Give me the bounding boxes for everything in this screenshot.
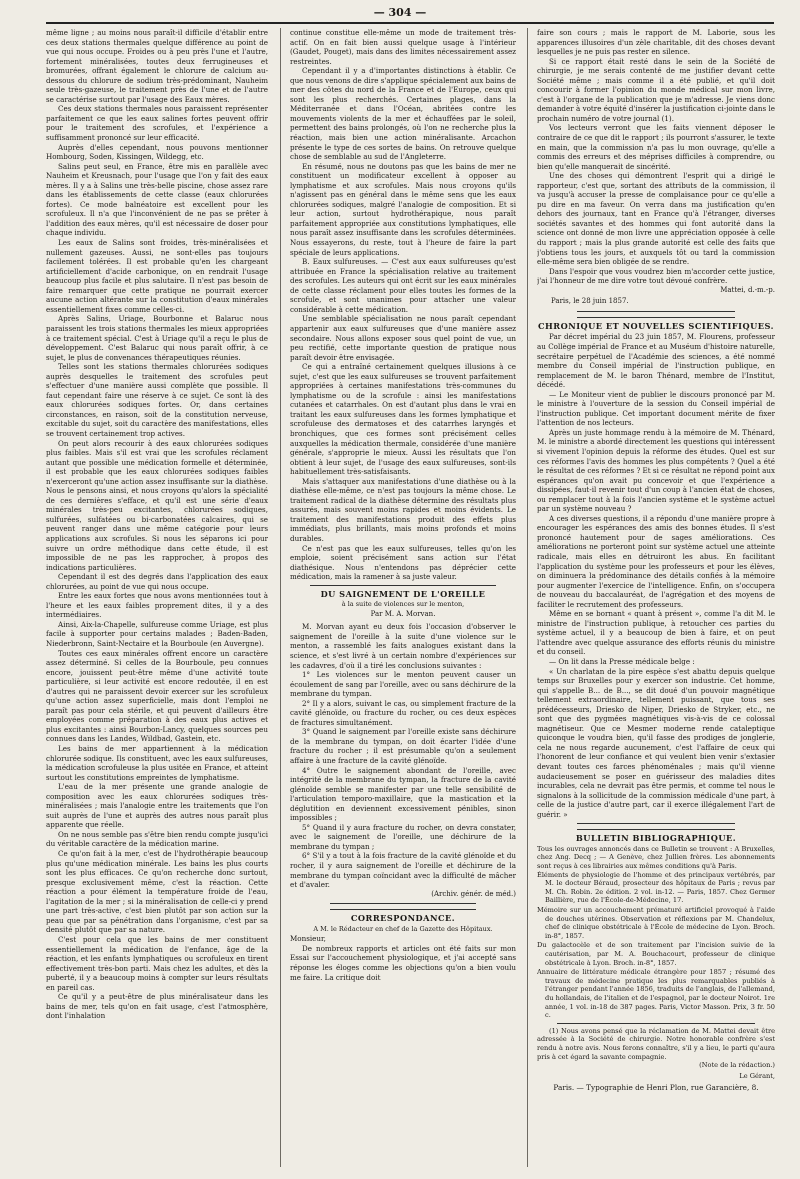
- column-3: [537, 28, 775, 1168]
- page-number: — 304 —: [373, 6, 427, 19]
- paragraph: 2° Il y a alors, suivant le cas, ou simplement fracture de la cavité glénoïde, ou fracture du rocher, ou ces deux espèces de fractures simultanément.: [290, 698, 516, 727]
- paragraph: Même en se bornant « quant à présent », comme l'a dit M. le ministre de l'instruction publique, à retoucher ces parties du système actuel, il y a beaucoup de bien à faire, et on peut l'attendre avec quelque assurance des efforts réunis du ministre et du conseil.: [537, 609, 775, 657]
- bibliography-title: BULLETIN BIBLIOGRAPHIQUE.: [575, 833, 737, 844]
- paragraph: Ce qu'on fait à la mer, c'est de l'hydrothérapie beaucoup plus qu'une médication minérale. Les bains les plus courts sont les plus efficaces. Ce qu'on recherche donc surtout, presque exclusivement même, c'est la réaction. Cette réaction a pour élément la température froide de l'eau, l'agitation de la mer ; si la minéralisation de celle-ci y prend une part très-active, c'est bien plutôt par son action sur la peau que par sa pénétration dans l'organisme, c'est par sa densité plutôt que par sa nature.: [46, 849, 268, 935]
- paragraph: Une des choses qui démontrent l'esprit qui a dirigé le rapporteur, c'est que, sortant des attributs de la commission, il va jusqu'à accuser la presse de complaisance pour ce qu'elle a pu dire en ma faveur. On verra dans ma justification qu'en dehors des journaux, tant en France qu'à l'étranger, diverses sociétés savantes et des hommes qui font autorité dans la science ont donné de mon livre une appréciation opposée à celle du rapport ; mais la plus grande autorité est celle des faits que j'obtiens tous les jours, et auxquels tôt ou tard la commission elle-même sera bien obligée de se rendre.: [537, 171, 775, 267]
- paragraph: Toutes ces eaux minérales offrent encore un caractère assez déterminé. Si celles de la Bourboule, peu connues encore, jouissent peut-être même d'une activité toute particulière, si leur activité est encore redoutée, il en est d'autres qui ne paraissent devoir exercer sur les scrofuleux qu'une action assez superficielle, mais dont l'emploi ne paraît pas pour cela stérile, et qui peuvent d'ailleurs être employées comme préparation à des eaux plus actives et plus excitantes : ainsi Bourbon-Lancy, quelques sources peu connues dans les Landes, Wildbad, Gastein, etc.: [46, 648, 268, 744]
- footnote-rule: [557, 1023, 755, 1024]
- paragraph: L'eau de la mer présente une grande analogie de composition avec les eaux chlorurées sodiques très-minéralisées ; mais l'analogie entre les traitements que l'on suit auprès de l'une et auprès des autres nous paraît plus apparente que réelle.: [46, 782, 268, 830]
- paragraph: Si ce rapport était resté dans le sein de la Société de chirurgie, je me serais contenté de me justifier devant cette Société même ; mais comme il a été publié, et qu'il doit concourir à former l'opinion du monde médical sur mon livre, c'est à l'organe de la publication que je m'adresse. Je viens donc demander à votre équité d'insérer la justification ci-jointe dans le prochain numéro de votre journal (1).: [537, 56, 775, 123]
- paragraph: 6° S'il y a tout à la fois fracture de la cavité glénoïde et du rocher, il y aura saignement de l'oreille et déchirure de la membrane du tympan coïncidant avec la difficulté de mâcher et d'avaler.: [290, 851, 516, 890]
- paragraph: A ces diverses questions, il a répondu d'une manière propre à encourager les espérances des amis des bonnes études. Il s'est prononcé hautement pour de sages améliorations. Ces améliorations ne porteront point sur système actuel une atteinte radicale, mais elles en détruiront les abus. En facilitant l'application du système pour les professeurs et pour les élèves, on diminuera la prédominance des détails confiés à la mémoire pour augmenter l'exercice de l'intelligence. Enfin, on s'occupera de nouveau du baccalauréat, de l'agrégation et des moyens de faciliter le recrutement des professeurs.: [537, 513, 775, 609]
- paragraph: De nombreux rapports et articles ont été faits sur mon Essai sur l'accouchement physiologique, et j'ai accepté sans réponse les éloges comme les objections qu'on a bien voulu me faire. La critique doit: [290, 943, 516, 982]
- article-title: DU SAIGNEMENT DE L'OREILLE: [320, 588, 486, 599]
- paragraph: même ligne ; au moins nous paraît-il difficile d'établir entre ces deux stations thermales quelque différence au point de vue qui nous occupe. Froides ou à peu près l'une et l'autre, fortement minéralisées, toutes deux ferrugineuses et bromurées, offrant également le chlorure de calcium au-dessous du chlorure de sodium très-prédominant, Nauheim seule très-gazeuse, le traitement près de l'une et de l'autre se caractérise surtout par l'usage des Eaux mères.: [46, 28, 268, 104]
- paragraph: « Un charlatan de la pire espèce s'est abattu depuis quelque temps sur Bruxelles pour y exercer son industrie. Cet homme, qui s'appelle B... de B..., se dit doué d'un pouvoir magnétique tellement extraordinaire, tellement puissant, que tous ses prédécesseurs, Driesko de Niper, Driesko de Stryker, etc., ne sont que des pygmées magnétiques vis-à-vis de ce colossal magnétiseur. Que ce Mesmer moderne rende cataleptique quiconque le voudra bien, qu'il fasse des prodiges de jonglerie, cela ne nous regarde aucunement, c'est l'affaire de ceux qui l'honorent de leur confiance et qui veulent bien venir s'extasier devant toutes ces farces phénoménales ; mais qu'il vienne audacieusement se poser en guérisseur des maladies dites incurables, cela ne devrait pas être permis, et comme tel nous le signalons à la sollicitude de la commission médicale d'une part, à celle de la justice d'autre part, car il exerce illégalement l'art de guérir. »: [537, 666, 775, 819]
- paragraph: 4° Outre le saignement abondant de l'oreille, avec intégrité de la membrane du tympan, la fracture de la cavité glénoïde semble se manifester par une telle sensibilité de l'articulation temporo-maxillaire, que la mastication et la déglutition en deviennent excessivement pénibles, sinon impossibles ;: [290, 765, 516, 823]
- news-title: CHRONIQUE ET NOUVELLES SCIENTIFIQUES.: [538, 320, 774, 331]
- paragraph: Par décret impérial du 23 juin 1857, M. Flourens, professeur au Collège impérial de France et au Muséum d'histoire naturelle, secrétaire perpétuel de l'Académie des sciences, a été nommé membre du Conseil impérial de l'instruction publique, en remplacement de M. le baron Thénard, membre de l'Institut, décédé.: [537, 332, 775, 390]
- paragraph: Vos lecteurs verront que les faits viennent déposer le contraire de ce que dit le rapport ; ils pourront s'assurer, le texte en main, que la commission n'a pas lu mon ouvrage, qu'elle a commis des erreurs et des méprises difficiles à comprendre, ou bien qu'elle manquerait de sincérité.: [537, 123, 775, 171]
- paragraph: Les eaux de Salins sont froides, très-minéralisées et nullement gazeuses. Aussi, ne sont-elles pas toujours facilement tolérées. Il est probable qu'en les chargeant artificiellement d'acide carbonique, on en rendrait l'usage beaucoup plus facile et plus salutaire. Il n'est pas besoin de faire remarquer que cette pratique ne pourrait exercer aucune action altérante sur la constitution d'eaux minérales essentiellement fixes comme celles-ci.: [46, 238, 268, 314]
- correspondence-title: CORRESPONDANCE.: [350, 913, 456, 924]
- section-ornament: [577, 311, 735, 318]
- paragraph: Dans l'espoir que vous voudrez bien m'accorder cette justice, j'ai l'honneur de me dire votre tout dévoué confrère.: [537, 266, 775, 286]
- bibliography-entry: Mémoire sur un accouchement prématuré artificiel provoqué à l'aide de douches utérines. Observation et réflexions par M. Chandelux, chef de clinique obstétricale à l'École de médecine de Lyon. Broch. in-8°, 1857.: [537, 906, 775, 940]
- paragraph: Ce n'est pas que les eaux sulfureuses, telles qu'on les emploie, soient précisément sans action sur l'état diathésique. Nous n'entendons pas déprécier cette médication, mais la ramener à sa juste valeur.: [290, 543, 516, 582]
- printer-imprint: Paris. — Typographie de Henri Plon, rue Garancière, 8.: [553, 1083, 759, 1093]
- paragraph: Ces deux stations thermales nous paraissent représenter parfaitement ce que les eaux salines fortes peuvent offrir pour le traitement des scrofules, et l'expérience a suffisamment prononcé sur leur efficacité.: [46, 104, 268, 143]
- correspondence-address: A M. le Rédacteur en chef de la Gazette des Hôpitaux.: [313, 924, 493, 933]
- paragraph: En résumé, nous ne doutons pas que les bains de mer ne constituent un modificateur excellent à opposer au lymphatisme et aux scrofules. Mais nous croyons qu'ils n'agissent pas en général dans le même sens que les eaux chlorurées sodiques, malgré l'analogie de composition. Et si leur action, surtout hydrothérapique, nous paraît parfaitement appropriée aux constitutions lymphatiques, elle nous paraît assez insuffisante dans les scrofules déterminées. Nous essayerons, du reste, tout à l'heure de faire la part spéciale de leurs applications.: [290, 161, 516, 257]
- paragraph: C'est pour cela que les bains de mer constituent essentiellement la médication de l'enfance, âge de la réaction, et les enfants lymphatiques ou scrofuleux en tirent effectivement très-bon parti. Mais chez les adultes, et dès la puberté, il y a beaucoup moins à compter sur leurs résultats en pareil cas.: [46, 934, 268, 992]
- section-ornament: [330, 903, 476, 910]
- salutation: Monsieur,: [290, 934, 326, 944]
- paragraph: Mais s'attaquer aux manifestations d'une diathèse ou à la diathèse elle-même, ce n'est pas toujours la même chose. Le traitement radical de la diathèse détermine des résultats plus assurés, mais souvent moins rapides et moins évidents. Le traitement des manifestations produit des effets plus immédiats, plus brillants, mais moins profonds et moins durables.: [290, 476, 516, 543]
- paragraph: — Le Moniteur vient de publier le discours prononcé par M. le ministre à l'ouverture de la session du Conseil impérial de l'instruction publique. Cet important document mérite de fixer l'attention de nos lecteurs.: [537, 389, 775, 428]
- paragraph: B. Eaux sulfureuses. — C'est aux eaux sulfureuses qu'est attribuée en France la spécialisation relative au traitement des scrofules. Les auteurs qui ont écrit sur les eaux minérales de cette classe réclament pour elles toutes les formes de la scrofule, et sont unanimes pour attacher une valeur considérable à cette médication.: [290, 257, 516, 314]
- column-separator: [280, 28, 281, 1167]
- paragraph: Telles sont les stations thermales chlorurées sodiques auprès desquelles le traitement des scrofules peut s'effectuer d'une manière aussi complète que possible. Il faut cependant faire une réserve à ce sujet. Ce sont là des eaux chlorurées sodiques fortes. Or, dans certaines circonstances, en raison, soit de la constitution nerveuse, excitable du sujet, soit du caractère des manifestations, elles se trouvent certainement trop actives.: [46, 362, 268, 438]
- paragraph: On ne nous semble pas s'être bien rendu compte jusqu'ici du véritable caractère de la médication marine.: [46, 829, 268, 849]
- paragraph: faire son cours ; mais le rapport de M. Laborie, sous les apparences illusoires d'un zèle charitable, dit des choses devant lesquelles je ne puis pas rester en silence.: [537, 28, 775, 57]
- paragraph: Ce qui a entraîné certainement quelques illusions à ce sujet, c'est que les eaux sulfureuses se trouvent parfaitement appropriées à certaines manifestations très-communes du lymphatisme ou de la scrofule : ainsi les manifestations cutanées et catarrhales. On est d'autant plus dans le vrai en traitant les eaux sulfureuses dans les formes lymphatique et scrofuleuse des dermatoses et des catarrhes laryngés et bronchiques, que ces formes sont précisément celles auxquelles la médication thermale, considérée d'une manière générale, s'approprie le mieux. Aussi les résultats que l'on obtient à leur sujet, de l'usage des eaux sulfureuses, sont-ils habituellement très-satisfaisants.: [290, 362, 516, 477]
- section-ornament: [577, 823, 735, 830]
- paragraph: 5° Quand il y aura fracture du rocher, on devra constater, avec le saignement de l'oreille, une déchirure de la membrane du tympan ;: [290, 822, 516, 851]
- paragraph: Les bains de mer appartiennent à la médication chlorurée sodique. Ils constituent, avec les eaux sulfureuses, la médication scrofuleuse la plus usitée en France, et atteint surtout les constitutions empreintes de lymphatisme.: [46, 744, 268, 782]
- dateline: Paris, le 28 juin 1857.: [551, 297, 629, 306]
- bibliography-entry: Du galactocèle et de son traitement par l'incision suivie de la cautérisation, par M. A. Bouchacourt, professeur de clinique obstétricale à Lyon. Broch. in-8°, 1857.: [537, 941, 775, 967]
- bibliography-entry: Éléments de physiologie de l'homme et des principaux vertébrés, par M. le docteur Béraud, prosecteur des hôpitaux de Paris ; revus par M. Ch. Robin. 2e édition. 2 vol. in-12. — Paris, 1857. Chez Germer Baillière, rue de l'École-de-Médecine, 17.: [537, 870, 775, 905]
- paragraph: On peut alors recourir à des eaux chlorurées sodiques plus faibles. Mais s'il est vrai que les scrofules réclament autant que possible une médication formelle et déterminée, il est probable que les eaux chlorurées sodiques faibles n'exerceront qu'une action assez insuffisante sur la diathèse. Nous le pensons ainsi, et nous croyons qu'alors la spécialité de ces dernières s'efface, et qu'il est une série d'eaux minérales très-peu excitantes, chlorurées sodiques, sulfurées, sulfatées ou bi-carbonatées calcaires, qui se peuvent ranger dans une même catégorie pour leurs applications aux scrofules. Si nous les séparons ici pour suivre un ordre méthodique dans cette étude, il est impossible de ne pas les rapprocher, à propos des indications particulières.: [46, 438, 268, 572]
- paragraph: Une semblable spécialisation ne nous paraît cependant appartenir aux eaux sulfureuses que d'une manière assez secondaire. Nous allons exposer sous quel point de vue, un peu rectifié, cette importante question de pratique nous paraît devoir être envisagée.: [290, 314, 516, 362]
- paragraph: Salins peut seul, en France, être mis en parallèle avec Nauheim et Kreusnach, pour l'usage que l'on y fait des eaux mères. Il y a à Salins une très-belle piscine, chose assez rare dans les établissements de cette classe (eaux chlorurées fortes). Ce mode balnéatoire est excellent pour les scrofuleux. Il n'a que l'inconvénient de ne pas se prêter à l'addition des eaux mères, qu'il est nécessaire de doser pour chaque individu.: [46, 161, 268, 238]
- column-1: [46, 28, 268, 1168]
- paragraph: Auprès d'elles cependant, nous pouvons mentionner Hombourg, Soden, Kissingen, Wildegg, etc.: [46, 142, 268, 162]
- paragraph: Cependant il y a d'importantes distinctions à établir. Ce que nous venons de dire s'applique spécialement aux bains de mer des côtes du nord de la France et de l'Europe, ceux qui sont les plus recherchés. Certaines plages, dans la Méditerranée et dans l'Océan, abritées contre les mouvements violents de la mer et échauffées par le soleil, permettent des bains prolongés, où l'on ne recherche plus la réaction, mais bien une action minéralisante. Arcachon présente le type de ces sortes de bains. On retrouve quelque chose de semblable au sud de l'Angleterre.: [290, 66, 516, 162]
- paragraph: continue constitue elle-même un mode de traitement très-actif. On en fait bien aussi quelque usage à l'intérieur (Gaudet, Pouget), mais dans des limites nécessairement assez restreintes.: [290, 28, 516, 66]
- section-rule: [310, 585, 496, 586]
- column-2: [290, 28, 516, 1168]
- paragraph: M. Morvan ayant eu deux fois l'occasion d'observer le saignement de l'oreille à la suite d'une violence sur le menton, a rassemblé les faits analogues existant dans la science, et s'est livré à un certain nombre d'expériences sur les cadavres, d'où il a tiré les conclusions suivantes :: [290, 622, 516, 670]
- article-source: (Archiv. génér. de méd.): [431, 889, 516, 898]
- paragraph: — On lit dans la Presse médicale belge :: [549, 657, 695, 666]
- paragraph: Ce qu'il y a peut-être de plus minéralisateur dans les bains de mer, tels qu'on en fait usage, c'est l'atmosphère, dont l'inhalation: [46, 992, 268, 1021]
- paragraph: 3° Quand le saignement par l'oreille existe sans déchirure de la membrane du tympan, on doit écarter l'idée d'une fracture du rocher ; il est présumable qu'on a seulement affaire à une fracture de la cavité glénoïde.: [290, 727, 516, 766]
- paragraph: 1° Les violences sur le menton peuvent causer un écoulement de sang par l'oreille, avec ou sans déchirure de la membrane du tympan.: [290, 670, 516, 699]
- article-subtitle: à la suite de violences sur le menton,: [341, 600, 465, 609]
- column-separator: [527, 28, 528, 1167]
- gerant-label: Le Gérant,: [739, 1071, 775, 1080]
- paragraph: Après Salins, Uriage, Bourbonne et Balaruc nous paraissent les trois stations thermales les mieux appropriées à ce traitement spécial. C'est à Uriage qu'il a reçu le plus de développement. C'est Balaruc qui nous paraît offrir, à ce sujet, le plus de convenances thérapeutiques réunies.: [46, 314, 268, 362]
- paragraph: Entre les eaux fortes que nous avons mentionnées tout à l'heure et les eaux faibles proprement dites, il y a des intermédiaires.: [46, 591, 268, 620]
- footnote: (1) Nous avons pensé que la réclamation de M. Mattei devait être adressée à la Société de chirurgie. Notre honorable confrère s'est rendu à notre avis. Nous ferons connaître, s'il y a lieu, le parti qu'aura pris à cet égard la savante compagnie.: [537, 1026, 775, 1061]
- paragraph: Cependant il est des degrés dans l'application des eaux chlorurées, au point de vue qui nous occupe.: [46, 572, 268, 591]
- top-rule: [46, 22, 774, 24]
- footnote-source: (Note de la rédaction.): [699, 1061, 775, 1070]
- signature: Mattei, d.-m.-p.: [720, 285, 775, 294]
- paragraph: Ainsi, Aix-la-Chapelle, sulfureuse comme Uriage, est plus facile à supporter pour certains malades ; Baden-Baden, Niederbronn, Saint-Nectaire et la Bourboule (en Auvergne).: [46, 619, 268, 648]
- bibliography-intro: Tous les ouvrages annoncés dans ce Bulletin se trouvent : A Bruxelles, chez Ang. Decq ; — A Genève, chez Jullien frères. Les abonnements sont reçus à ces librairies aux mêmes conditions qu'à Paris.: [537, 844, 775, 871]
- bibliography-entry: Annuaire de littérature médicale étrangère pour 1857 ; résumé des travaux de médecine pratique les plus remarquables publiés à l'étranger pendant l'année 1856, traduits de l'anglais, de l'allemand, du hollandais, de l'italien et de l'espagnol, par le docteur Noirot. 1re année, 1 vol. in-18 de 387 pages. Paris, Victor Masson. Prix, 3 fr. 50 c.: [537, 968, 775, 1020]
- article-author: Par M. A. Morvan.: [370, 609, 436, 618]
- paragraph: Après un juste hommage rendu à la mémoire de M. Thénard, M. le ministre a abordé directement les questions qui intéressent si vivement l'opinion depuis la réforme des études. Quel est sur ces réformes l'avis des hommes les plus compétents ? Quel a été le résultat de ces réformes ? Et si ce résultat ne répond point aux espérances qu'on avait pu concevoir et que l'expérience a dissipées, faut-il revenir tout d'un coup à l'ancien état de choses, ou remplacer tout à la fois l'ancien système et le système actuel par un système nouveau ?: [537, 427, 775, 514]
